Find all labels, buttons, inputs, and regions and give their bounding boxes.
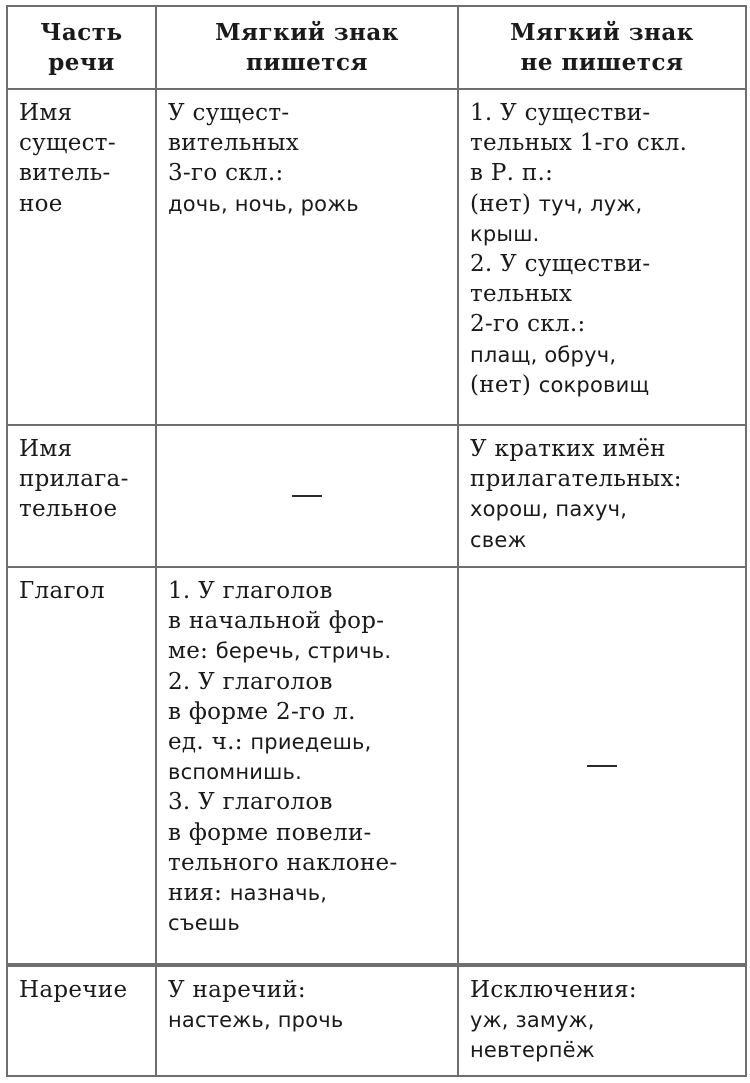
example-words: уж, замуж, xyxy=(470,1008,595,1033)
example-words: туч, луж, xyxy=(538,191,643,216)
text-line: в Р. п.: xyxy=(470,160,554,187)
cell-written xyxy=(156,965,458,1076)
table-row-adjective xyxy=(7,425,746,567)
text-line: Имя xyxy=(19,100,73,126)
text-line: 2-го скл.: xyxy=(470,311,586,338)
header-written xyxy=(156,6,458,89)
header-text: не пишется xyxy=(520,48,684,76)
header-part-of-speech xyxy=(7,6,156,89)
table-row-adverb xyxy=(7,965,746,1076)
example-words: хорош, пахуч, xyxy=(470,497,628,522)
cell-part-of-speech xyxy=(7,567,156,965)
text-line: в начальной фор- xyxy=(168,608,385,635)
text-line: 2. У глаголов xyxy=(168,668,333,695)
text-prefix: (нет) xyxy=(470,190,539,217)
text-line: Наречие xyxy=(19,977,128,1003)
example-words: плащ, обруч, xyxy=(470,342,617,367)
text-line: 1. У существи- xyxy=(470,100,651,126)
text-line: в форме 2-го л. xyxy=(168,698,356,725)
header-text: речи xyxy=(48,48,115,76)
text-line: 3-го скл.: xyxy=(168,160,284,187)
text-line: Исключения: xyxy=(470,977,637,1003)
cell-written xyxy=(156,425,458,567)
text-line: сущест- xyxy=(19,130,116,157)
example-words: невтерпёж xyxy=(470,1038,595,1063)
example-words: беречь, стричь. xyxy=(215,639,392,664)
text-line: 3. У глаголов xyxy=(168,789,333,816)
header-not-written xyxy=(458,6,746,89)
text-line: тельных xyxy=(470,281,573,308)
text-line: Глагол xyxy=(19,578,105,604)
text-line: в форме повели- xyxy=(168,819,372,846)
example-words: дочь, ночь, рожь xyxy=(168,191,359,216)
text-prefix: ме: xyxy=(168,638,216,665)
cell-part-of-speech xyxy=(7,89,156,425)
example-words: приедешь, xyxy=(250,730,372,755)
text-line: У сущест- xyxy=(168,100,290,126)
text-line: У наречий: xyxy=(168,977,306,1003)
text-line: витель- xyxy=(19,160,111,187)
example-words: настежь, прочь xyxy=(168,1008,344,1033)
dash-mark xyxy=(292,495,322,497)
text-line: тельное xyxy=(19,496,118,523)
cell-not-written xyxy=(458,425,746,567)
header-text: Мягкий знак xyxy=(510,18,694,46)
dash-mark xyxy=(587,765,617,767)
header-text: Часть xyxy=(40,18,123,46)
example-words: сокровищ xyxy=(538,372,650,397)
text-line: ное xyxy=(19,190,63,217)
cell-part-of-speech xyxy=(7,425,156,567)
text-prefix: (нет) xyxy=(470,371,539,398)
example-words: съешь xyxy=(168,911,240,936)
header-text: пишется xyxy=(246,48,368,76)
example-words: вспомнишь. xyxy=(168,760,302,785)
example-words: крыш. xyxy=(470,221,540,246)
cell-written xyxy=(156,89,458,425)
text-line: вительных xyxy=(168,130,300,157)
example-words: назначь, xyxy=(229,881,328,906)
text-line: прилага- xyxy=(19,466,129,493)
text-prefix: ния: xyxy=(168,880,230,907)
text-line: 1. У глаголов xyxy=(168,578,333,604)
text-line: тельных 1-го скл. xyxy=(470,130,688,157)
cell-not-written xyxy=(458,89,746,425)
example-words: свеж xyxy=(470,527,527,552)
table-row-verb xyxy=(7,567,746,965)
text-line: Имя xyxy=(19,436,73,462)
cell-not-written xyxy=(458,567,746,965)
cell-part-of-speech xyxy=(7,965,156,1076)
header-text: Мягкий знак xyxy=(215,18,399,46)
text-prefix: ед. ч.: xyxy=(168,729,251,756)
text-line: У кратких имён xyxy=(470,436,666,462)
text-line: прилагательных: xyxy=(470,466,682,493)
text-line: тельного наклоне- xyxy=(168,849,398,876)
table-header-row xyxy=(7,6,746,89)
cell-not-written xyxy=(458,965,746,1076)
text-line: 2. У существи- xyxy=(470,251,651,278)
soft-sign-rules-table xyxy=(6,5,747,1077)
table-row-noun xyxy=(7,89,746,425)
cell-written xyxy=(156,567,458,965)
